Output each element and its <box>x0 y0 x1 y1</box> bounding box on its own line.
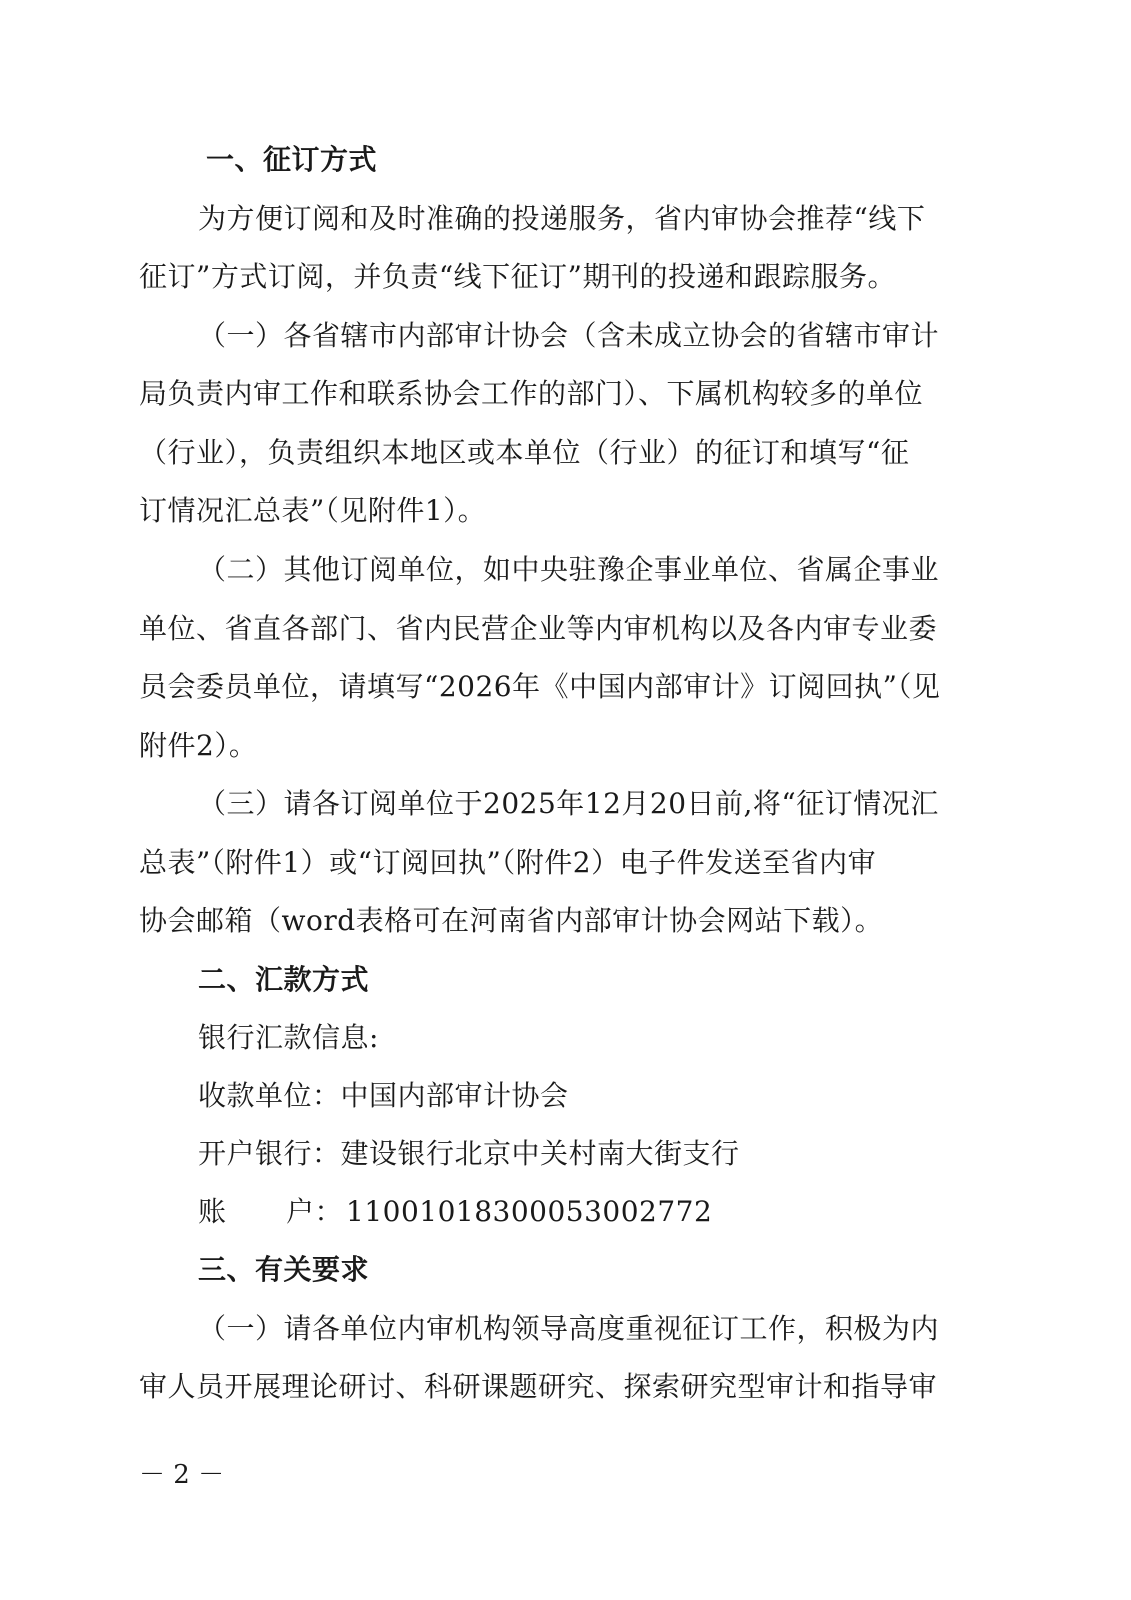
account-label-a: 账 <box>198 1195 227 1228</box>
payee-row <box>198 1078 569 1114</box>
section1-intro-line1: 为方便订阅和及时准确的投递服务，省内审协会推荐“线下 <box>198 202 926 235</box>
bank-info-label: 银行汇款信息: <box>198 1021 379 1054</box>
section3-heading: 三、有关要求 <box>198 1253 370 1286</box>
section1-item1-line4: 订情况汇总表”（见附件1）。 <box>139 494 487 527</box>
account-row <box>198 1194 712 1230</box>
section1-item1-line3: （行业），负责组织本地区或本单位（行业）的征订和填写“征 <box>139 436 910 469</box>
section1-heading: 一、征订方式 <box>206 143 378 176</box>
section3-item1-line2: 审人员开展理论研讨、科研课题研究、探索研究型审计和指导审 <box>139 1370 938 1403</box>
payee-value: 中国内部审计协会 <box>340 1079 569 1112</box>
account-value: 11001018300053002772 <box>346 1195 713 1228</box>
section1-item1-line2: 局负责内审工作和联系协会工作的部门）、下属机构较多的单位 <box>139 377 924 410</box>
section1-item3-line1: （三）请各订阅单位于2025年12月20日前,将“征订情况汇 <box>198 787 939 820</box>
page-number: － 2 － <box>139 1460 225 1490</box>
section1-item1-line1: （一）各省辖市内部审计协会（含未成立协会的省辖市审计 <box>198 319 940 352</box>
section2-heading: 二、汇款方式 <box>198 963 370 996</box>
bank-value: 建设银行北京中关村南大街支行 <box>340 1137 740 1170</box>
payee-label: 收款单位： <box>198 1079 341 1112</box>
bank-row <box>198 1136 740 1172</box>
section3-item1-line1: （一）请各单位内审机构领导高度重视征订工作，积极为内 <box>198 1312 940 1345</box>
section1-item2-line4: 附件2）。 <box>139 729 258 762</box>
bank-label: 开户银行： <box>198 1137 341 1170</box>
section1-item2-line3: 员会委员单位，请填写“2026年《中国内部审计》订阅回执”（见 <box>139 670 941 703</box>
section1-item3-line2: 总表”（附件1）或“订阅回执”（附件2）电子件发送至省内审 <box>139 846 877 879</box>
account-label-b: 户： <box>286 1195 344 1228</box>
section1-intro-line2: 征订”方式订阅，并负责“线下征订”期刊的投递和跟踪服务。 <box>139 260 896 293</box>
section1-item2-line1: （二）其他订阅单位，如中央驻豫企事业单位、省属企事业 <box>198 553 940 586</box>
section1-item2-line2: 单位、省直各部门、省内民营企业等内审机构以及各内审专业委 <box>139 612 938 645</box>
section1-item3-line3: 协会邮箱（word表格可在河南省内部审计协会网站下载）。 <box>139 904 884 937</box>
